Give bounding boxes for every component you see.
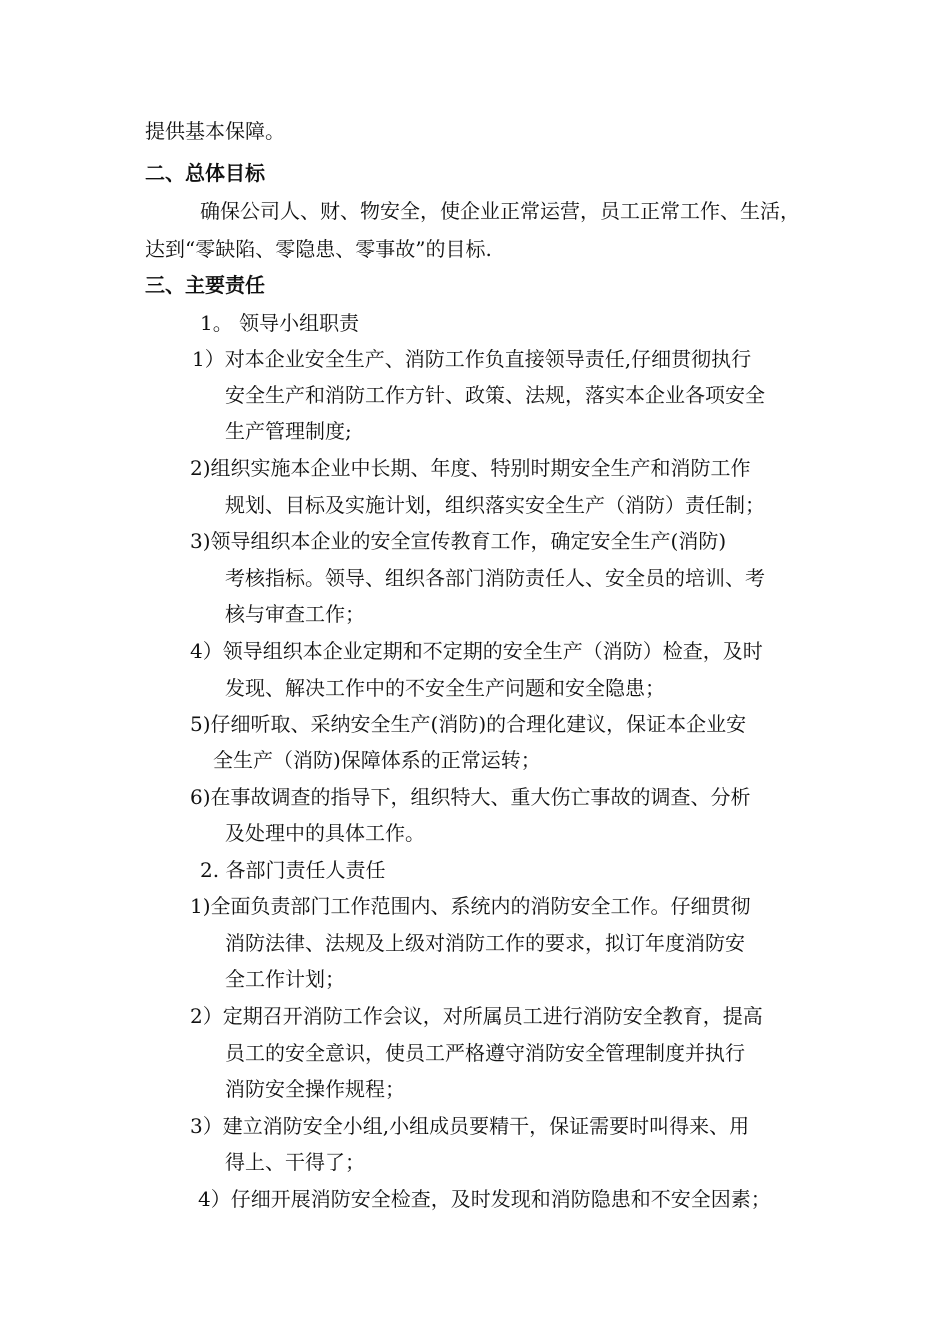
sub1-item6-line2: 及处理中的具体工作。 (225, 821, 425, 845)
section-2-heading: 二、总体目标 (145, 161, 265, 185)
sub2-item4-line1: 4）仔细开展消防安全检查，及时发现和消防隐患和不安全因素； (198, 1187, 771, 1211)
sub2-item2-line2: 员工的安全意识，使员工严格遵守消防安全管理制度并执行 (225, 1041, 745, 1065)
sub-1-title: 1。 领导小组职责 (200, 311, 360, 335)
intro-tail: 提供基本保障。 (145, 119, 285, 143)
sub-2-title: 2. 各部门责任人责任 (200, 858, 386, 882)
sub1-item1-line3: 生产管理制度; (225, 419, 352, 443)
sub1-item1-line2: 安全生产和消防工作方针、政策、法规，落实本企业各项安全 (225, 383, 765, 407)
sub2-item2-line3: 消防安全操作规程； (225, 1077, 405, 1101)
section-2-para-line-1: 确保公司人、财、物安全，使企业正常运营，员工正常工作、生活， (200, 199, 800, 223)
sub1-item6-line1: 6)在事故调查的指导下，组织特大、重大伤亡事故的调查、分析 (190, 785, 751, 809)
sub1-item3-line3: 核与审查工作； (225, 602, 365, 626)
sub1-item4-line1: 4）领导组织本企业定期和不定期的安全生产（消防）检查，及时 (190, 639, 763, 663)
section-2-para-line-2: 达到“零缺陷、零隐患、零事故”的目标. (145, 237, 492, 261)
sub2-item3-line2: 得上、干得了； (225, 1150, 365, 1174)
section-3-heading: 三、主要责任 (145, 273, 265, 297)
sub1-item2-line2: 规划、目标及实施计划，组织落实安全生产（消防）责任制； (225, 493, 765, 517)
sub1-item3-line1: 3)领导组织本企业的安全宣传教育工作，确定安全生产(消防) (190, 529, 727, 553)
sub1-item5-line2: 全生产（消防)保障体系的正常运转； (213, 748, 541, 772)
sub1-item1-line1: 1）对本企业安全生产、消防工作负直接领导责任,仔细贯彻执行 (192, 347, 752, 371)
sub2-item1-line2: 消防法律、法规及上级对消防工作的要求，拟订年度消防安 (225, 931, 745, 955)
sub1-item3-line2: 考核指标。领导、组织各部门消防责任人、安全员的培训、考 (225, 566, 765, 590)
sub1-item5-line1: 5)仔细听取、采纳安全生产(消防)的合理化建议，保证本企业安 (190, 712, 747, 736)
sub2-item1-line3: 全工作计划； (225, 967, 345, 991)
sub2-item3-line1: 3）建立消防安全小组,小组成员要精干，保证需要时叫得来、用 (190, 1114, 750, 1138)
sub1-item2-line1: 2)组织实施本企业中长期、年度、特别时期安全生产和消防工作 (190, 456, 751, 480)
sub1-item4-line2: 发现、解决工作中的不安全生产问题和安全隐患； (225, 676, 665, 700)
sub2-item1-line1: 1)全面负责部门工作范围内、系统内的消防安全工作。仔细贯彻 (190, 894, 751, 918)
sub2-item2-line1: 2）定期召开消防工作会议，对所属员工进行消防安全教育，提高 (190, 1004, 763, 1028)
